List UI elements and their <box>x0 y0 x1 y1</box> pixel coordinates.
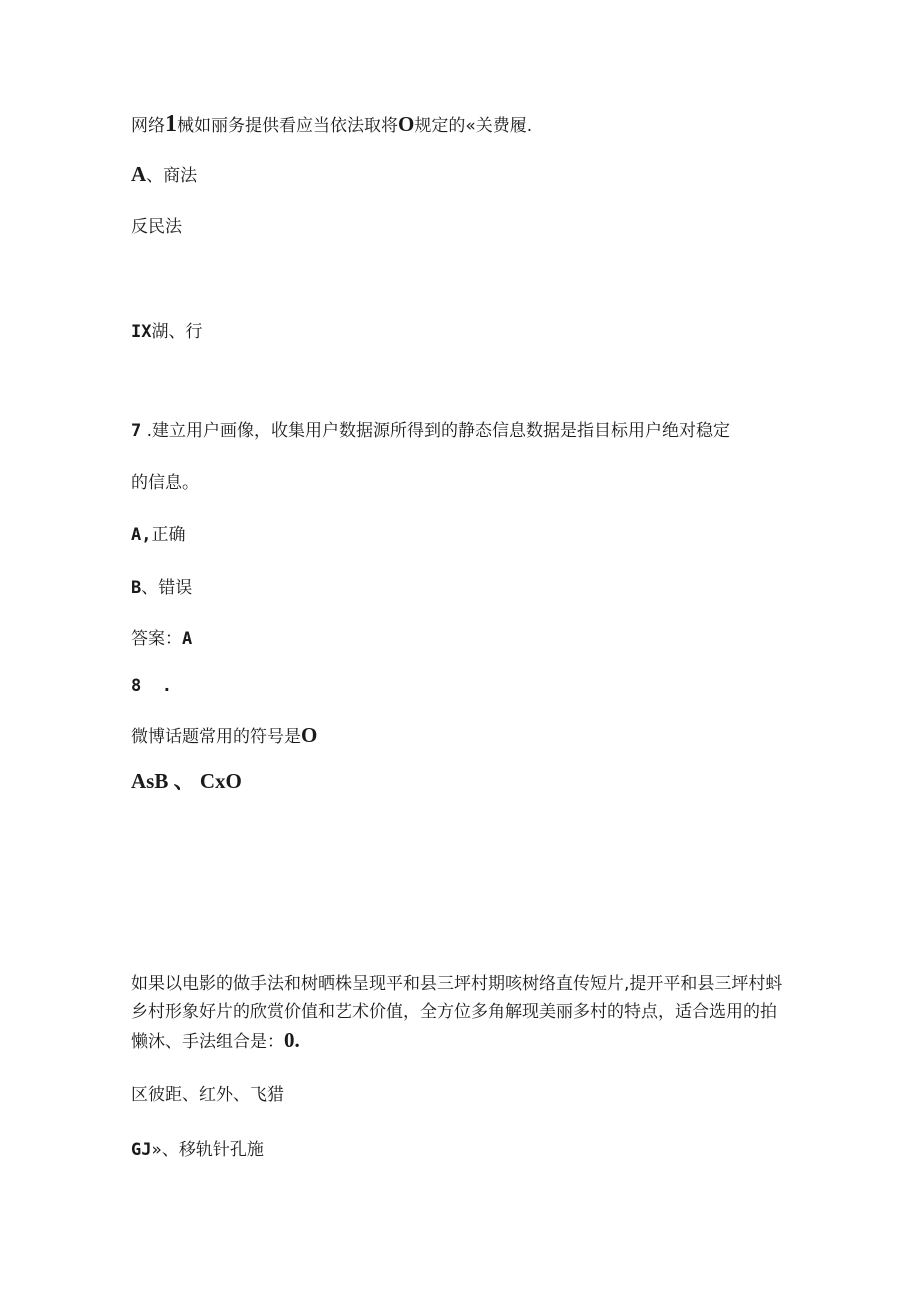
q7-stem-text: .建立用户画像，收集用户数据源所得到的静态信息数据是指目标用户绝对稳定 <box>141 421 731 441</box>
option-text: AsB 、 CxO <box>131 769 242 793</box>
question-8-number <box>131 674 172 698</box>
question-number: 8 . <box>131 676 172 696</box>
answer-value: A <box>182 629 193 649</box>
option-text: 正确 <box>151 525 186 545</box>
option-text: 、错误 <box>141 578 193 598</box>
q7-answer <box>131 627 192 651</box>
option-letter: IX <box>131 322 152 342</box>
answer-label: 答案： <box>131 629 182 649</box>
q8-options <box>131 769 242 793</box>
q6-option-c <box>131 320 202 344</box>
option-letter: GJ <box>131 1140 152 1160</box>
q8-stem-text: 微博话题常用的符号是 <box>131 727 301 747</box>
option-letter: B <box>131 578 142 598</box>
q6-stem-part: 1 <box>165 111 177 137</box>
q6-stem-part: 网络 <box>131 116 165 136</box>
q7-option-b <box>131 576 192 600</box>
question-6-stem <box>131 112 532 138</box>
option-text: »、移轨针孔施 <box>151 1140 264 1160</box>
option-text: 反民法 <box>131 217 182 237</box>
q6-stem-part: 械如丽务提供看应当依法取将 <box>177 116 398 136</box>
question-8-stem <box>131 723 317 749</box>
q9-stem-line: 乡村形象好片的欣赏价值和艺术价值，全方位多角解现美丽多村的特点，适合选用的拍 <box>131 1002 777 1022</box>
q6-option-b <box>131 215 182 239</box>
question-9-stem <box>131 970 791 1056</box>
option-text: 湖、行 <box>151 322 203 342</box>
question-7-stem <box>131 419 730 443</box>
question-7-stem-cont <box>131 471 199 495</box>
option-text: 区彼距、红外、飞猎 <box>131 1085 284 1105</box>
q8-stem-text: O <box>301 723 318 747</box>
q9-stem-part: 懒沐、手法组合是： <box>131 1032 284 1052</box>
q9-stem-line: 如果以电影的做手法和树晒株呈现平和县三坪村期咳树络直传短片,提开平和县三坪村蚪 <box>131 974 783 994</box>
q6-stem-part: O <box>398 112 415 136</box>
q9-stem-part: 0. <box>284 1028 300 1052</box>
q6-stem-part: 规定的«关费履. <box>414 116 533 136</box>
option-text: 、商法 <box>146 166 198 186</box>
option-letter: A <box>131 162 147 186</box>
q9-option-1 <box>131 1083 284 1107</box>
q6-option-a <box>131 162 197 188</box>
option-letter: A, <box>131 525 152 545</box>
q7-stem-text: 的信息。 <box>131 473 199 493</box>
q9-stem-line <box>131 1026 791 1056</box>
question-number: 7 <box>131 421 142 441</box>
q9-option-2 <box>131 1138 264 1162</box>
q7-option-a <box>131 523 185 547</box>
